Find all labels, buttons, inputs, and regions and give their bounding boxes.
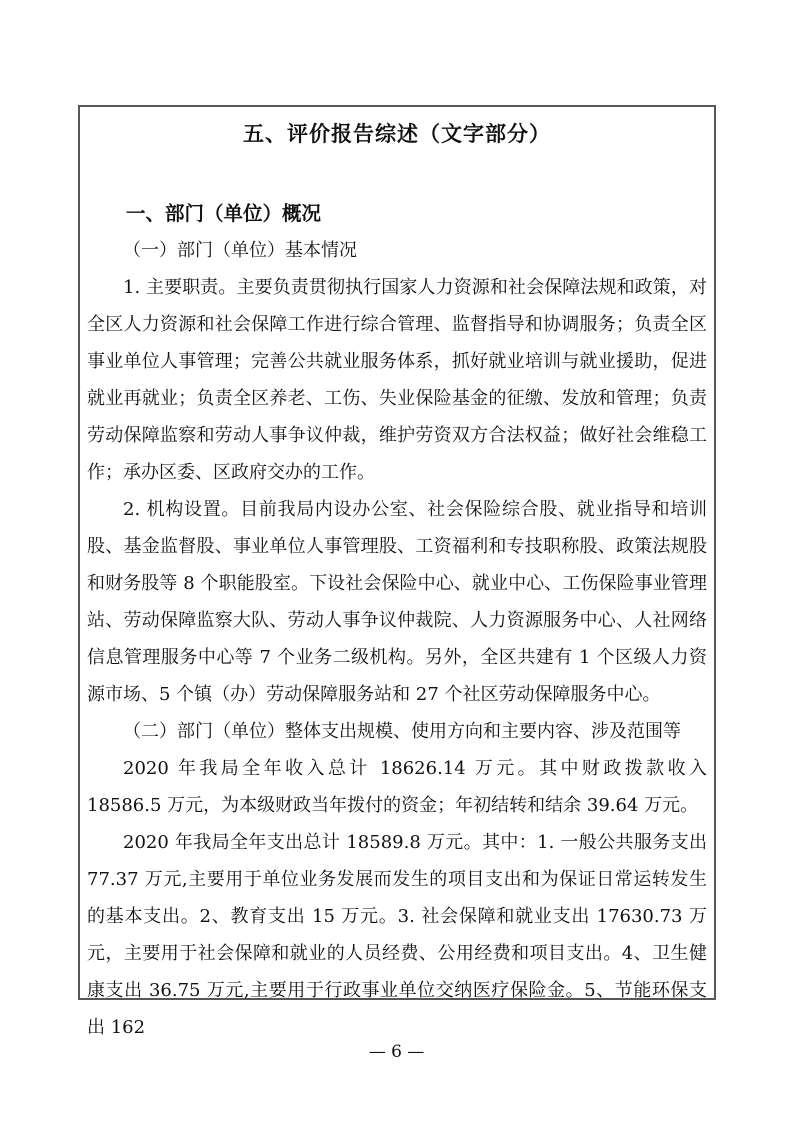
subsection-heading-expenditure-scope: （二）部门（单位）整体支出规模、使用方向和主要内容、涉及范围等 [123,721,681,742]
paragraph-annual-expenditure: 2020 年我局全年支出总计 18589.8 万元。其中：1. 一般公共服务支出 77.37 万元,主要用于单位业务发展而发生的项目支出和为保证日常运转发生的基本支出。2、教育支出 15 万元。3. 社会保障和就业支出 17630.73 万元，主要用于社会保障和就业的人员经费、公用经费和项目支出。4、卫生健康支出 36.75 万元,主要用于行政事业单位交纳医疗保险金。5、节能环保支出 162 [87,832,707,1038]
page-number: — 6 — [368,1042,425,1062]
section-heading-overview: 一、部门（单位）概况 [126,202,322,225]
report-border-frame [78,105,716,1038]
paragraph-annual-income: 2020 年我局全年收入总计 18626.14 万元。其中财政拨款收入 18586.5 万元，为本级财政当年拨付的资金；年初结转和结余 39.64 万元。 [87,758,707,816]
subsection-heading-basic-info: （一）部门（单位）基本情况 [123,240,357,261]
report-title: 五、评价报告综述（文字部分） [243,122,551,146]
paragraph-org-structure: 2. 机构设置。目前我局内设办公室、社会保险综合股、就业指导和培训股、基金监督股、事业单位人事管理股、工资福利和专技职称股、政策法规股和财务股等 8 个职能股室。下设社会保险中心、就业中心、工伤保险事业管理站、劳动保障监察大队、劳动人事争议仲裁院、人力资源服务中心、人社网络信息管理服务中心等 7 个业务二级机构。另外，全区共建有 1 个区级人力资源市场、5 个镇（办）劳动保障服务站和 27 个社区劳动保障服务中心。 [87,499,707,705]
paragraph-main-duties: 1. 主要职责。主要负责贯彻执行国家人力资源和社会保障法规和政策，对全区人力资源和社会保障工作进行综合管理、监督指导和协调服务；负责全区事业单位人事管理；完善公共就业服务体系，抓好就业培训与就业援助，促进就业再就业；负责全区养老、工伤、失业保险基金的征缴、发放和管理；负责劳动保障监察和劳动人事争议仲裁，维护劳资双方合法权益；做好社会维稳工作；承办区委、区政府交办的工作。 [87,277,707,483]
